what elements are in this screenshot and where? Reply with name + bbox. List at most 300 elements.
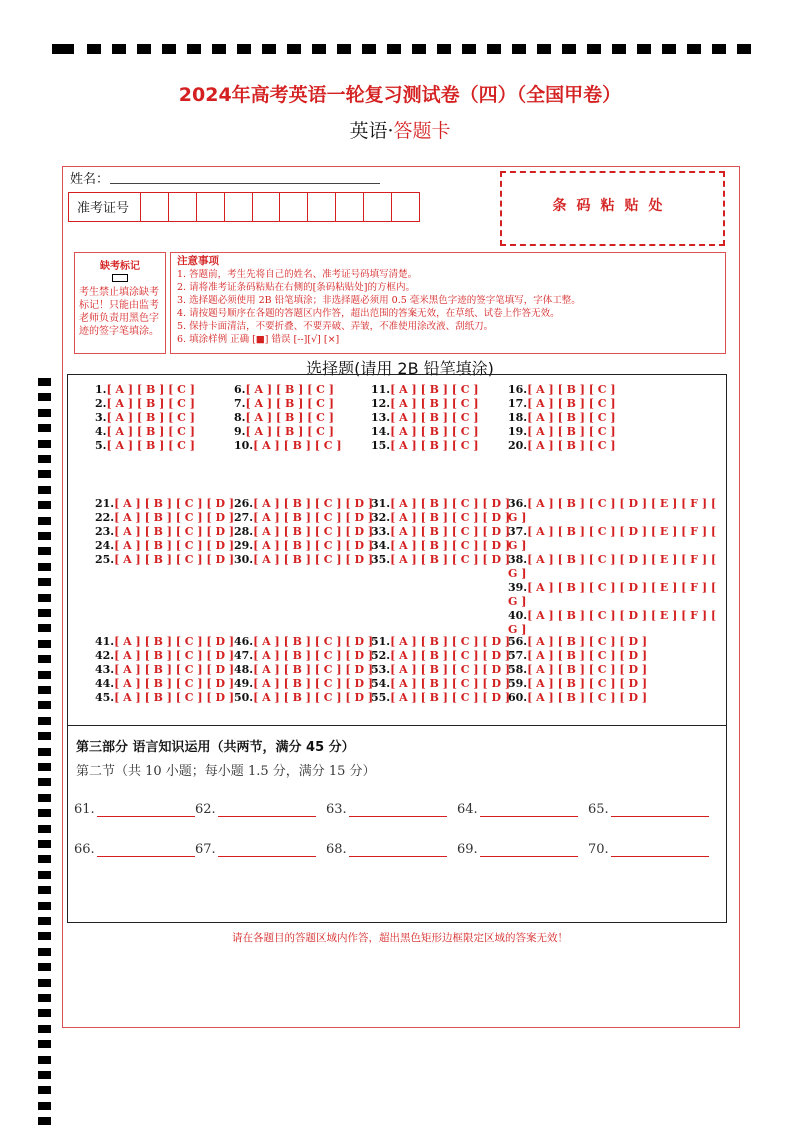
answer-options[interactable]: [ A ] [ B ] [ C ] — [106, 383, 195, 396]
question-number: 26. — [234, 497, 254, 510]
question-number: 16. — [508, 383, 528, 396]
page-title: 2024年高考英语一轮复习测试卷（四）（全国甲卷） — [178, 84, 622, 106]
question-row[interactable] — [508, 497, 716, 510]
question-number: 6. — [234, 383, 246, 396]
question-row[interactable] — [508, 383, 616, 396]
answer-options[interactable]: [ A ] [ B ] [ C ] [ D ] — [114, 677, 235, 690]
question-number: 5. — [95, 439, 107, 452]
question-number: 39. — [508, 581, 528, 594]
note-item: 2. 请将准考证条码粘贴在右侧的[条码粘贴处]的方框内。 — [177, 282, 415, 293]
question-number: 13. — [371, 411, 391, 424]
timing-mark — [462, 44, 476, 54]
timing-mark — [38, 1040, 51, 1048]
side-timing-marks — [38, 378, 52, 1118]
exam-number-cell[interactable] — [169, 193, 197, 221]
question-row[interactable] — [508, 397, 616, 410]
answer-options[interactable]: [ A ] [ B ] [ C ] [ D ] — [390, 539, 511, 552]
fill-blank[interactable] — [195, 802, 316, 817]
timing-mark — [537, 44, 551, 54]
timing-mark — [362, 44, 376, 54]
timing-mark — [38, 424, 51, 432]
question-number: 14. — [371, 425, 391, 438]
question-number: 48. — [234, 663, 254, 676]
question-row[interactable] — [234, 691, 373, 704]
answer-options[interactable]: [ A ] [ B ] [ C ] — [245, 425, 334, 438]
answer-options-tail[interactable]: G ] — [508, 511, 527, 524]
question-row[interactable] — [508, 553, 716, 566]
note-item: 4. 请按题号顺序在各题的答题区内作答，超出范围的答案无效，在草纸、试卷上作答无效。 — [177, 308, 560, 319]
timing-mark — [38, 886, 51, 894]
question-row[interactable] — [95, 691, 234, 704]
timing-mark — [38, 547, 51, 555]
timing-mark — [38, 1086, 51, 1094]
timing-mark — [38, 378, 51, 386]
answer-options[interactable]: [ A ] [ B ] [ C ] [ D ] — [390, 677, 511, 690]
question-row[interactable] — [234, 425, 334, 438]
answer-options[interactable]: [ A ] [ B ] [ C ] [ D ] — [114, 553, 235, 566]
timing-mark — [38, 455, 51, 463]
answer-options[interactable]: [ A ] [ B ] [ C ] [ D ] — [390, 663, 511, 676]
timing-mark — [38, 1009, 51, 1017]
question-number: 3. — [95, 411, 107, 424]
question-row[interactable] — [95, 439, 195, 452]
question-row[interactable] — [371, 439, 479, 452]
answer-options[interactable]: [ A ] [ B ] [ C ] [ D ] [ E ] [ F ] [ — [527, 497, 717, 510]
answer-options[interactable]: [ A ] [ B ] [ C ] [ D ] — [527, 635, 648, 648]
question-number: 29. — [234, 539, 254, 552]
answer-options[interactable]: [ A ] [ B ] [ C ] [ D ] — [253, 553, 374, 566]
timing-mark — [38, 963, 51, 971]
question-row[interactable] — [234, 439, 342, 452]
question-row[interactable] — [234, 511, 373, 524]
question-number: 37. — [508, 525, 528, 538]
exam-number-cell[interactable] — [197, 193, 225, 221]
question-number: 54. — [371, 677, 391, 690]
answer-options[interactable]: [ A ] [ B ] [ C ] [ D ] — [114, 511, 235, 524]
question-row[interactable] — [95, 525, 234, 538]
answer-options[interactable]: [ A ] [ B ] [ C ] — [106, 439, 195, 452]
question-number: 23. — [95, 525, 115, 538]
answer-options[interactable]: [ A ] [ B ] [ C ] [ D ] — [253, 539, 374, 552]
question-row[interactable] — [95, 397, 195, 410]
question-number: 44. — [95, 677, 115, 690]
question-number: 21. — [95, 497, 115, 510]
answer-options[interactable]: [ A ] [ B ] [ C ] [ D ] — [114, 691, 235, 704]
subtitle-main: 英语· — [349, 120, 394, 142]
answer-options[interactable]: [ A ] [ B ] [ C ] [ D ] — [527, 691, 648, 704]
timing-mark — [38, 440, 51, 448]
note-item: 6. 填涂样例 正确 [■] 错误 [--][√] [×] — [177, 334, 340, 345]
question-number: 49. — [234, 677, 254, 690]
answer-options[interactable]: [ A ] [ B ] [ C ] — [245, 411, 334, 424]
timing-mark — [38, 794, 51, 802]
answer-options[interactable]: [ A ] [ B ] [ C ] [ D ] [ E ] [ F ] [ — [527, 553, 717, 566]
answer-options[interactable]: [ A ] [ B ] [ C ] — [527, 439, 616, 452]
fill-blank[interactable] — [588, 802, 709, 817]
fill-blank[interactable] — [326, 842, 447, 857]
answer-options[interactable]: [ A ] [ B ] [ C ] [ D ] — [253, 691, 374, 704]
answer-options[interactable]: [ A ] [ B ] [ C ] [ D ] — [390, 525, 511, 538]
timing-mark — [38, 1056, 51, 1064]
answer-options[interactable]: [ A ] [ B ] [ C ] [ D ] — [114, 525, 235, 538]
question-number: 18. — [508, 411, 528, 424]
answer-options[interactable]: [ A ] [ B ] [ C ] — [527, 383, 616, 396]
timing-mark — [162, 44, 176, 54]
top-timing-marks — [52, 44, 752, 56]
exam-number-cell[interactable] — [225, 193, 253, 221]
blank-line[interactable] — [611, 844, 709, 857]
blank-number: 69. — [457, 842, 478, 857]
question-number: 34. — [371, 539, 391, 552]
question-row[interactable] — [508, 425, 616, 438]
answer-options[interactable]: [ A ] [ B ] [ C ] — [245, 397, 334, 410]
answer-options[interactable]: [ A ] [ B ] [ C ] — [106, 425, 195, 438]
fill-blank[interactable] — [457, 842, 578, 857]
timing-mark — [38, 470, 51, 478]
timing-mark — [38, 624, 51, 632]
choice-section — [67, 374, 727, 726]
timing-mark — [38, 686, 51, 694]
question-row[interactable] — [234, 525, 373, 538]
question-row[interactable] — [508, 609, 716, 622]
answer-options[interactable]: [ A ] [ B ] [ C ] — [390, 439, 479, 452]
question-number: 9. — [234, 425, 246, 438]
answer-options[interactable]: [ A ] [ B ] [ C ] [ D ] — [114, 539, 235, 552]
question-row[interactable] — [234, 539, 373, 552]
question-number: 43. — [95, 663, 115, 676]
fill-blank[interactable] — [195, 842, 316, 857]
timing-mark — [237, 44, 251, 54]
timing-mark — [687, 44, 701, 54]
answer-options-tail[interactable]: G ] — [508, 567, 527, 580]
question-row[interactable] — [234, 383, 334, 396]
exam-number-cell[interactable] — [392, 193, 419, 221]
exam-number-cell[interactable] — [253, 193, 281, 221]
question-number: 38. — [508, 553, 528, 566]
answer-options[interactable]: [ A ] [ B ] [ C ] [ D ] [ E ] [ F ] [ — [527, 581, 717, 594]
timing-mark — [38, 532, 51, 540]
timing-mark — [38, 486, 51, 494]
question-number: 7. — [234, 397, 246, 410]
answer-options[interactable]: [ A ] [ B ] [ C ] [ D ] — [253, 525, 374, 538]
blank-line[interactable] — [480, 804, 578, 817]
question-row[interactable] — [95, 425, 195, 438]
exam-number-cell[interactable] — [280, 193, 308, 221]
page-subtitle — [0, 116, 800, 143]
question-number: 24. — [95, 539, 115, 552]
answer-options-tail[interactable]: G ] — [508, 623, 527, 636]
question-row[interactable] — [371, 383, 479, 396]
question-row[interactable] — [95, 539, 234, 552]
timing-mark — [38, 1117, 51, 1125]
exam-number-cell[interactable] — [308, 193, 336, 221]
question-number: 22. — [95, 511, 115, 524]
timing-mark — [212, 44, 226, 54]
answer-options[interactable]: [ A ] [ B ] [ C ] [ D ] — [390, 553, 511, 566]
question-row[interactable] — [508, 691, 647, 704]
timing-mark — [38, 640, 51, 648]
blank-number: 66. — [74, 842, 95, 857]
answer-options[interactable]: [ A ] [ B ] [ C ] [ D ] [ E ] [ F ] [ — [527, 609, 717, 622]
timing-mark — [38, 763, 51, 771]
exam-number-cell[interactable] — [364, 193, 392, 221]
question-row[interactable] — [371, 691, 510, 704]
answer-options[interactable]: [ A ] [ B ] [ C ] [ D ] — [253, 677, 374, 690]
barcode-area: 条码粘贴处 — [500, 171, 725, 246]
question-number: 31. — [371, 497, 391, 510]
question-row[interactable] — [95, 677, 234, 690]
question-number: 60. — [508, 691, 528, 704]
answer-options[interactable]: [ A ] [ B ] [ C ] [ D ] — [253, 511, 374, 524]
question-number: 40. — [508, 609, 528, 622]
timing-mark — [38, 902, 51, 910]
question-row[interactable] — [371, 425, 479, 438]
question-number: 47. — [234, 649, 254, 662]
choice-section-title: 选择题(请用 2B 铅笔填涂) — [306, 359, 494, 378]
question-row[interactable] — [371, 525, 510, 538]
question-row[interactable] — [371, 635, 510, 648]
timing-mark — [38, 501, 51, 509]
timing-mark — [38, 1025, 51, 1033]
answer-options[interactable]: [ A ] [ B ] [ C ] — [390, 425, 479, 438]
timing-mark — [737, 44, 751, 54]
question-row[interactable] — [95, 511, 234, 524]
question-row[interactable] — [234, 649, 373, 662]
answer-options[interactable]: [ A ] [ B ] [ C ] [ D ] — [253, 497, 374, 510]
blank-line[interactable] — [218, 804, 316, 817]
timing-mark — [38, 809, 51, 817]
note-item: 5. 保持卡面清洁，不要折叠、不要弄破、弄皱，不准使用涂改液、刮纸刀。 — [177, 321, 494, 332]
timing-mark — [337, 44, 351, 54]
question-row[interactable] — [508, 663, 647, 676]
answer-options[interactable]: [ A ] [ B ] [ C ] — [527, 411, 616, 424]
exam-number-box — [68, 192, 420, 222]
note-item: 1. 答题前，考生先将自己的姓名、准考证号码填写清楚。 — [177, 269, 418, 280]
question-row[interactable] — [371, 511, 510, 524]
answer-options-tail[interactable]: G ] — [508, 595, 527, 608]
absent-text: 考生禁止填涂缺考标记！只能由监考老师负责用黑色字迹的签字笔填涂。 — [79, 287, 159, 337]
fill-blank[interactable] — [74, 802, 195, 817]
answer-options[interactable]: [ A ] [ B ] [ C ] — [390, 411, 479, 424]
answer-options-tail[interactable]: G ] — [508, 539, 527, 552]
fill-blank[interactable] — [457, 802, 578, 817]
blank-number: 67. — [195, 842, 216, 857]
blank-line[interactable] — [349, 804, 447, 817]
blank-line[interactable] — [97, 844, 195, 857]
blank-number: 63. — [326, 802, 347, 817]
answer-options[interactable]: [ A ] [ B ] [ C ] [ D ] — [390, 649, 511, 662]
timing-mark — [312, 44, 326, 54]
answer-options[interactable]: [ A ] [ B ] [ C ] — [106, 411, 195, 424]
answer-options[interactable]: [ A ] [ B ] [ C ] — [527, 397, 616, 410]
blank-line[interactable] — [349, 844, 447, 857]
timing-mark — [38, 917, 51, 925]
answer-options[interactable]: [ A ] [ B ] [ C ] [ D ] — [390, 691, 511, 704]
question-row[interactable] — [371, 663, 510, 676]
timing-mark — [187, 44, 201, 54]
absent-heading: 缺考标记 — [100, 261, 140, 272]
notes-heading: 注意事项 — [177, 255, 219, 267]
question-number: 30. — [234, 553, 254, 566]
blank-number: 62. — [195, 802, 216, 817]
answer-options[interactable]: [ A ] [ B ] [ C ] [ D ] — [527, 649, 648, 662]
timing-mark — [38, 409, 51, 417]
question-number: 1. — [95, 383, 107, 396]
question-number: 19. — [508, 425, 528, 438]
question-row[interactable] — [234, 553, 373, 566]
absent-mark-box — [74, 252, 166, 354]
question-row[interactable] — [508, 525, 716, 538]
answer-options[interactable]: [ A ] [ B ] [ C ] [ D ] — [253, 649, 374, 662]
blank-number: 64. — [457, 802, 478, 817]
question-number: 10. — [234, 439, 254, 452]
question-row[interactable] — [371, 553, 510, 566]
question-number: 32. — [371, 511, 391, 524]
question-row[interactable] — [508, 581, 716, 594]
answer-options[interactable]: [ A ] [ B ] [ C ] — [390, 383, 479, 396]
question-number: 52. — [371, 649, 391, 662]
timing-mark — [562, 44, 576, 54]
answer-options[interactable]: [ A ] [ B ] [ C ] — [527, 425, 616, 438]
answer-options[interactable]: [ A ] [ B ] [ C ] [ D ] — [114, 635, 235, 648]
question-number: 8. — [234, 411, 246, 424]
timing-mark — [38, 871, 51, 879]
question-row[interactable] — [95, 635, 234, 648]
timing-mark — [38, 563, 51, 571]
answer-options[interactable]: [ A ] [ B ] [ C ] [ D ] — [114, 497, 235, 510]
question-row[interactable] — [508, 635, 647, 648]
question-number: 35. — [371, 553, 391, 566]
question-number: 4. — [95, 425, 107, 438]
timing-mark — [38, 671, 51, 679]
question-row[interactable] — [95, 383, 195, 396]
timing-mark — [38, 578, 51, 586]
question-row[interactable] — [371, 497, 510, 510]
answer-options[interactable]: [ A ] [ B ] [ C ] — [106, 397, 195, 410]
question-number: 28. — [234, 525, 254, 538]
blank-line[interactable] — [97, 804, 195, 817]
question-row[interactable] — [234, 635, 373, 648]
answer-options[interactable]: [ A ] [ B ] [ C ] [ D ] — [527, 677, 648, 690]
question-row[interactable] — [508, 411, 616, 424]
timing-mark — [38, 748, 51, 756]
timing-mark — [87, 44, 101, 54]
fill-blank[interactable] — [326, 802, 447, 817]
question-number: 12. — [371, 397, 391, 410]
question-row[interactable] — [508, 439, 616, 452]
question-row[interactable] — [234, 397, 334, 410]
question-row[interactable] — [95, 553, 234, 566]
timing-mark — [38, 655, 51, 663]
question-row[interactable] — [371, 677, 510, 690]
question-row[interactable] — [508, 677, 647, 690]
fill-blank[interactable] — [588, 842, 709, 857]
question-number: 45. — [95, 691, 115, 704]
question-row[interactable] — [371, 539, 510, 552]
question-number: 17. — [508, 397, 528, 410]
note-item: 3. 选择题必须使用 2B 铅笔填涂；非选择题必须用 0.5 毫米黑色字迹的签字笔填写，字体工整。 — [177, 295, 581, 306]
answer-options[interactable]: [ A ] [ B ] [ C ] [ D ] — [527, 663, 648, 676]
timing-mark — [38, 1102, 51, 1110]
question-row[interactable] — [371, 649, 510, 662]
part3-heading: 第三部分 语言知识运用（共两节，满分 45 分） — [76, 740, 355, 755]
answer-options[interactable]: [ A ] [ B ] [ C ] — [390, 397, 479, 410]
question-number: 25. — [95, 553, 115, 566]
question-number: 55. — [371, 691, 391, 704]
question-number: 27. — [234, 511, 254, 524]
timing-mark — [662, 44, 676, 54]
name-field[interactable] — [110, 183, 380, 184]
timing-mark — [512, 44, 526, 54]
timing-mark — [38, 855, 51, 863]
answer-options[interactable]: [ A ] [ B ] [ C ] [ D ] — [114, 663, 235, 676]
timing-mark — [612, 44, 626, 54]
question-number: 11. — [371, 383, 391, 396]
answer-options[interactable]: [ A ] [ B ] [ C ] — [245, 383, 334, 396]
question-row[interactable] — [371, 411, 479, 424]
question-row[interactable] — [234, 663, 373, 676]
blank-line[interactable] — [480, 844, 578, 857]
answer-options[interactable]: [ A ] [ B ] [ C ] — [253, 439, 342, 452]
footer-warning: 请在各题目的答题区域内作答，超出黑色矩形边框限定区域的答案无效！ — [232, 932, 568, 944]
question-row[interactable] — [95, 649, 234, 662]
timing-mark — [637, 44, 651, 54]
question-number: 53. — [371, 663, 391, 676]
question-number: 2. — [95, 397, 107, 410]
question-row[interactable] — [95, 663, 234, 676]
timing-mark — [38, 517, 51, 525]
blank-line[interactable] — [218, 844, 316, 857]
question-row[interactable] — [234, 677, 373, 690]
question-row[interactable] — [371, 397, 479, 410]
fill-blank[interactable] — [74, 842, 195, 857]
question-number: 59. — [508, 677, 528, 690]
timing-mark — [437, 44, 451, 54]
answer-options[interactable]: [ A ] [ B ] [ C ] [ D ] — [253, 663, 374, 676]
absent-checkbox[interactable] — [112, 274, 128, 282]
question-row[interactable] — [234, 497, 373, 510]
answer-options[interactable]: [ A ] [ B ] [ C ] [ D ] [ E ] [ F ] [ — [527, 525, 717, 538]
answer-options[interactable]: [ A ] [ B ] [ C ] [ D ] — [253, 635, 374, 648]
answer-options[interactable]: [ A ] [ B ] [ C ] [ D ] — [114, 649, 235, 662]
blank-number: 61. — [74, 802, 95, 817]
question-number: 15. — [371, 439, 391, 452]
answer-options[interactable]: [ A ] [ B ] [ C ] [ D ] — [390, 511, 511, 524]
timing-mark — [38, 594, 51, 602]
subtitle-sub: 答题卡 — [393, 120, 451, 142]
question-row[interactable] — [234, 411, 334, 424]
question-row[interactable] — [508, 649, 647, 662]
timing-mark — [38, 979, 51, 987]
question-row[interactable] — [95, 497, 234, 510]
timing-mark — [38, 778, 51, 786]
question-number: 58. — [508, 663, 528, 676]
part3-section — [67, 725, 727, 923]
timing-mark — [38, 717, 51, 725]
question-row[interactable] — [95, 411, 195, 424]
question-number: 56. — [508, 635, 528, 648]
exam-number-cell[interactable] — [336, 193, 364, 221]
timing-mark — [38, 948, 51, 956]
timing-mark — [52, 44, 74, 54]
answer-options[interactable]: [ A ] [ B ] [ C ] [ D ] — [390, 635, 511, 648]
timing-mark — [112, 44, 126, 54]
answer-options[interactable]: [ A ] [ B ] [ C ] [ D ] — [390, 497, 511, 510]
blank-line[interactable] — [611, 804, 709, 817]
name-label: 姓名： — [70, 172, 110, 187]
question-number: 51. — [371, 635, 391, 648]
exam-number-cell[interactable] — [141, 193, 169, 221]
